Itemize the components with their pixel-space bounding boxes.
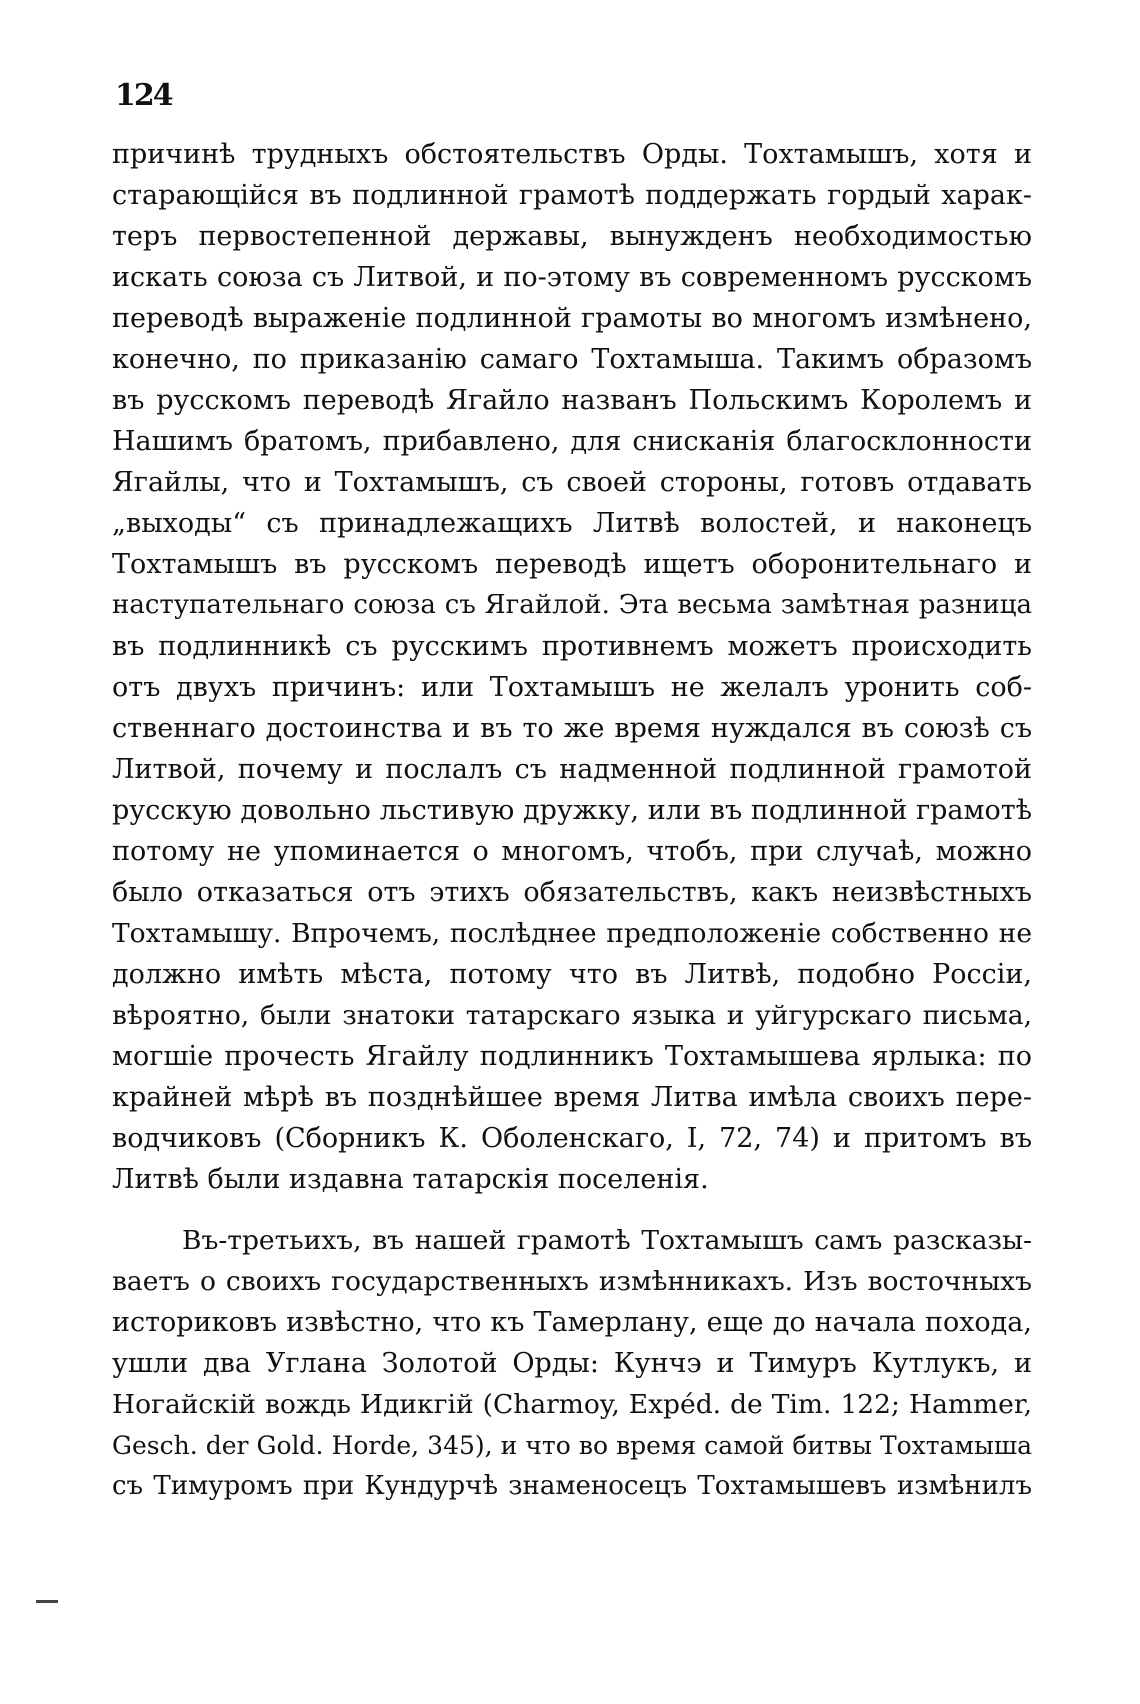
text-line: теръ первостепенной державы, вынужденъ необходимостью [112,221,1032,252]
text-line: съ Тимуромъ при Кундурчѣ знаменосецъ Тохтамышевъ измѣнилъ [112,1471,1032,1501]
text-line: Ногайскій вождь Идикгій (Charmoy, Expéd. de Tim. 122; Hammer, [112,1389,1032,1420]
text-line: историковъ извѣстно, что къ Тамерлану, еще до начала похода, [112,1307,1032,1338]
text-line: наступательнаго союза съ Ягайлой. Эта весьма замѣтная разница [112,590,1032,620]
text-line: Gesch. der Gold. Horde, 345), и что во время самой битвы Тохтамыша [112,1431,1032,1460]
text-line: „выходы“ съ принадлежащихъ Литвѣ волостей, и наконецъ [112,508,1032,539]
text-line: Тохтамышу. Впрочемъ, послѣднее предположеніе собственно не [112,918,1032,949]
text-line: русскую довольно льстивую дружку, или въ подлинной грамотѣ [112,795,1032,826]
text-line: Въ-третьихъ, въ нашей грамотѣ Тохтамышъ самъ разсказы- [182,1225,1032,1256]
text-line: крайней мѣрѣ въ позднѣйшее время Литва имѣла своихъ пере- [112,1082,1032,1113]
text-line: ваетъ о своихъ государственныхъ измѣнникахъ. Изъ восточныхъ [112,1266,1032,1297]
text-line: водчиковъ (Сборникъ К. Оболенскаго, I, 72, 74) и притомъ въ [112,1123,1032,1154]
text-line: конечно, по приказанію самаго Тохтамыша. Такимъ образомъ [112,344,1032,375]
text-line: Тохтамышъ въ русскомъ переводѣ ищетъ оборонительнаго и [112,549,1032,580]
text-line: потому не упоминается о многомъ, чтобъ, при случаѣ, можно [112,836,1032,867]
text-line: въ подлинникѣ съ русскимъ противнемъ можетъ происходить [112,631,1032,662]
text-line: старающійся въ подлинной грамотѣ поддержать гордый харак- [112,180,1032,211]
text-line: искать союза съ Литвой, и по-этому въ современномъ русскомъ [112,262,1032,293]
text-line: въ русскомъ переводѣ Ягайло названъ Польскимъ Королемъ и [112,385,1032,416]
text-line: Литвѣ были издавна татарскія поселенія. [112,1164,709,1195]
text-line: ственнаго достоинства и въ то же время нуждался въ союзѣ съ [112,713,1032,744]
margin-mark [36,1600,58,1603]
paragraph-gap [112,1200,1032,1220]
page-number: 124 [115,78,172,113]
text-line: вѣроятно, были знатоки татарскаго языка и уйгурскаго письма, [112,1000,1032,1031]
text-line: могшіе прочесть Ягайлу подлинникъ Тохтамышева ярлыка: по [112,1041,1032,1072]
text-line: было отказаться отъ этихъ обязательствъ, какъ неизвѣстныхъ [112,877,1032,908]
text-line: Нашимъ братомъ, прибавлено, для снисканія благосклонности [112,426,1032,457]
text-line: должно имѣть мѣста, потому что въ Литвѣ, подобно Россіи, [112,959,1032,990]
paragraph-1 [112,134,1032,1200]
text-line: Ягайлы, что и Тохтамышъ, съ своей стороны, готовъ отдавать [112,467,1032,498]
text-line: причинѣ трудныхъ обстоятельствъ Орды. Тохтамышъ, хотя и [112,139,1032,170]
text-line: Литвой, почему и послалъ съ надменной подлинной грамотой [112,754,1032,785]
text-line: переводѣ выраженіе подлинной грамоты во многомъ измѣнено, [112,303,1032,334]
body-text [112,134,1032,1507]
text-line: отъ двухъ причинъ: или Тохтамышъ не желалъ уронить соб- [112,672,1032,703]
text-line: ушли два Углана Золотой Орды: Кунчэ и Тимуръ Кутлукъ, и [112,1348,1032,1379]
paragraph-2 [112,1220,1032,1507]
